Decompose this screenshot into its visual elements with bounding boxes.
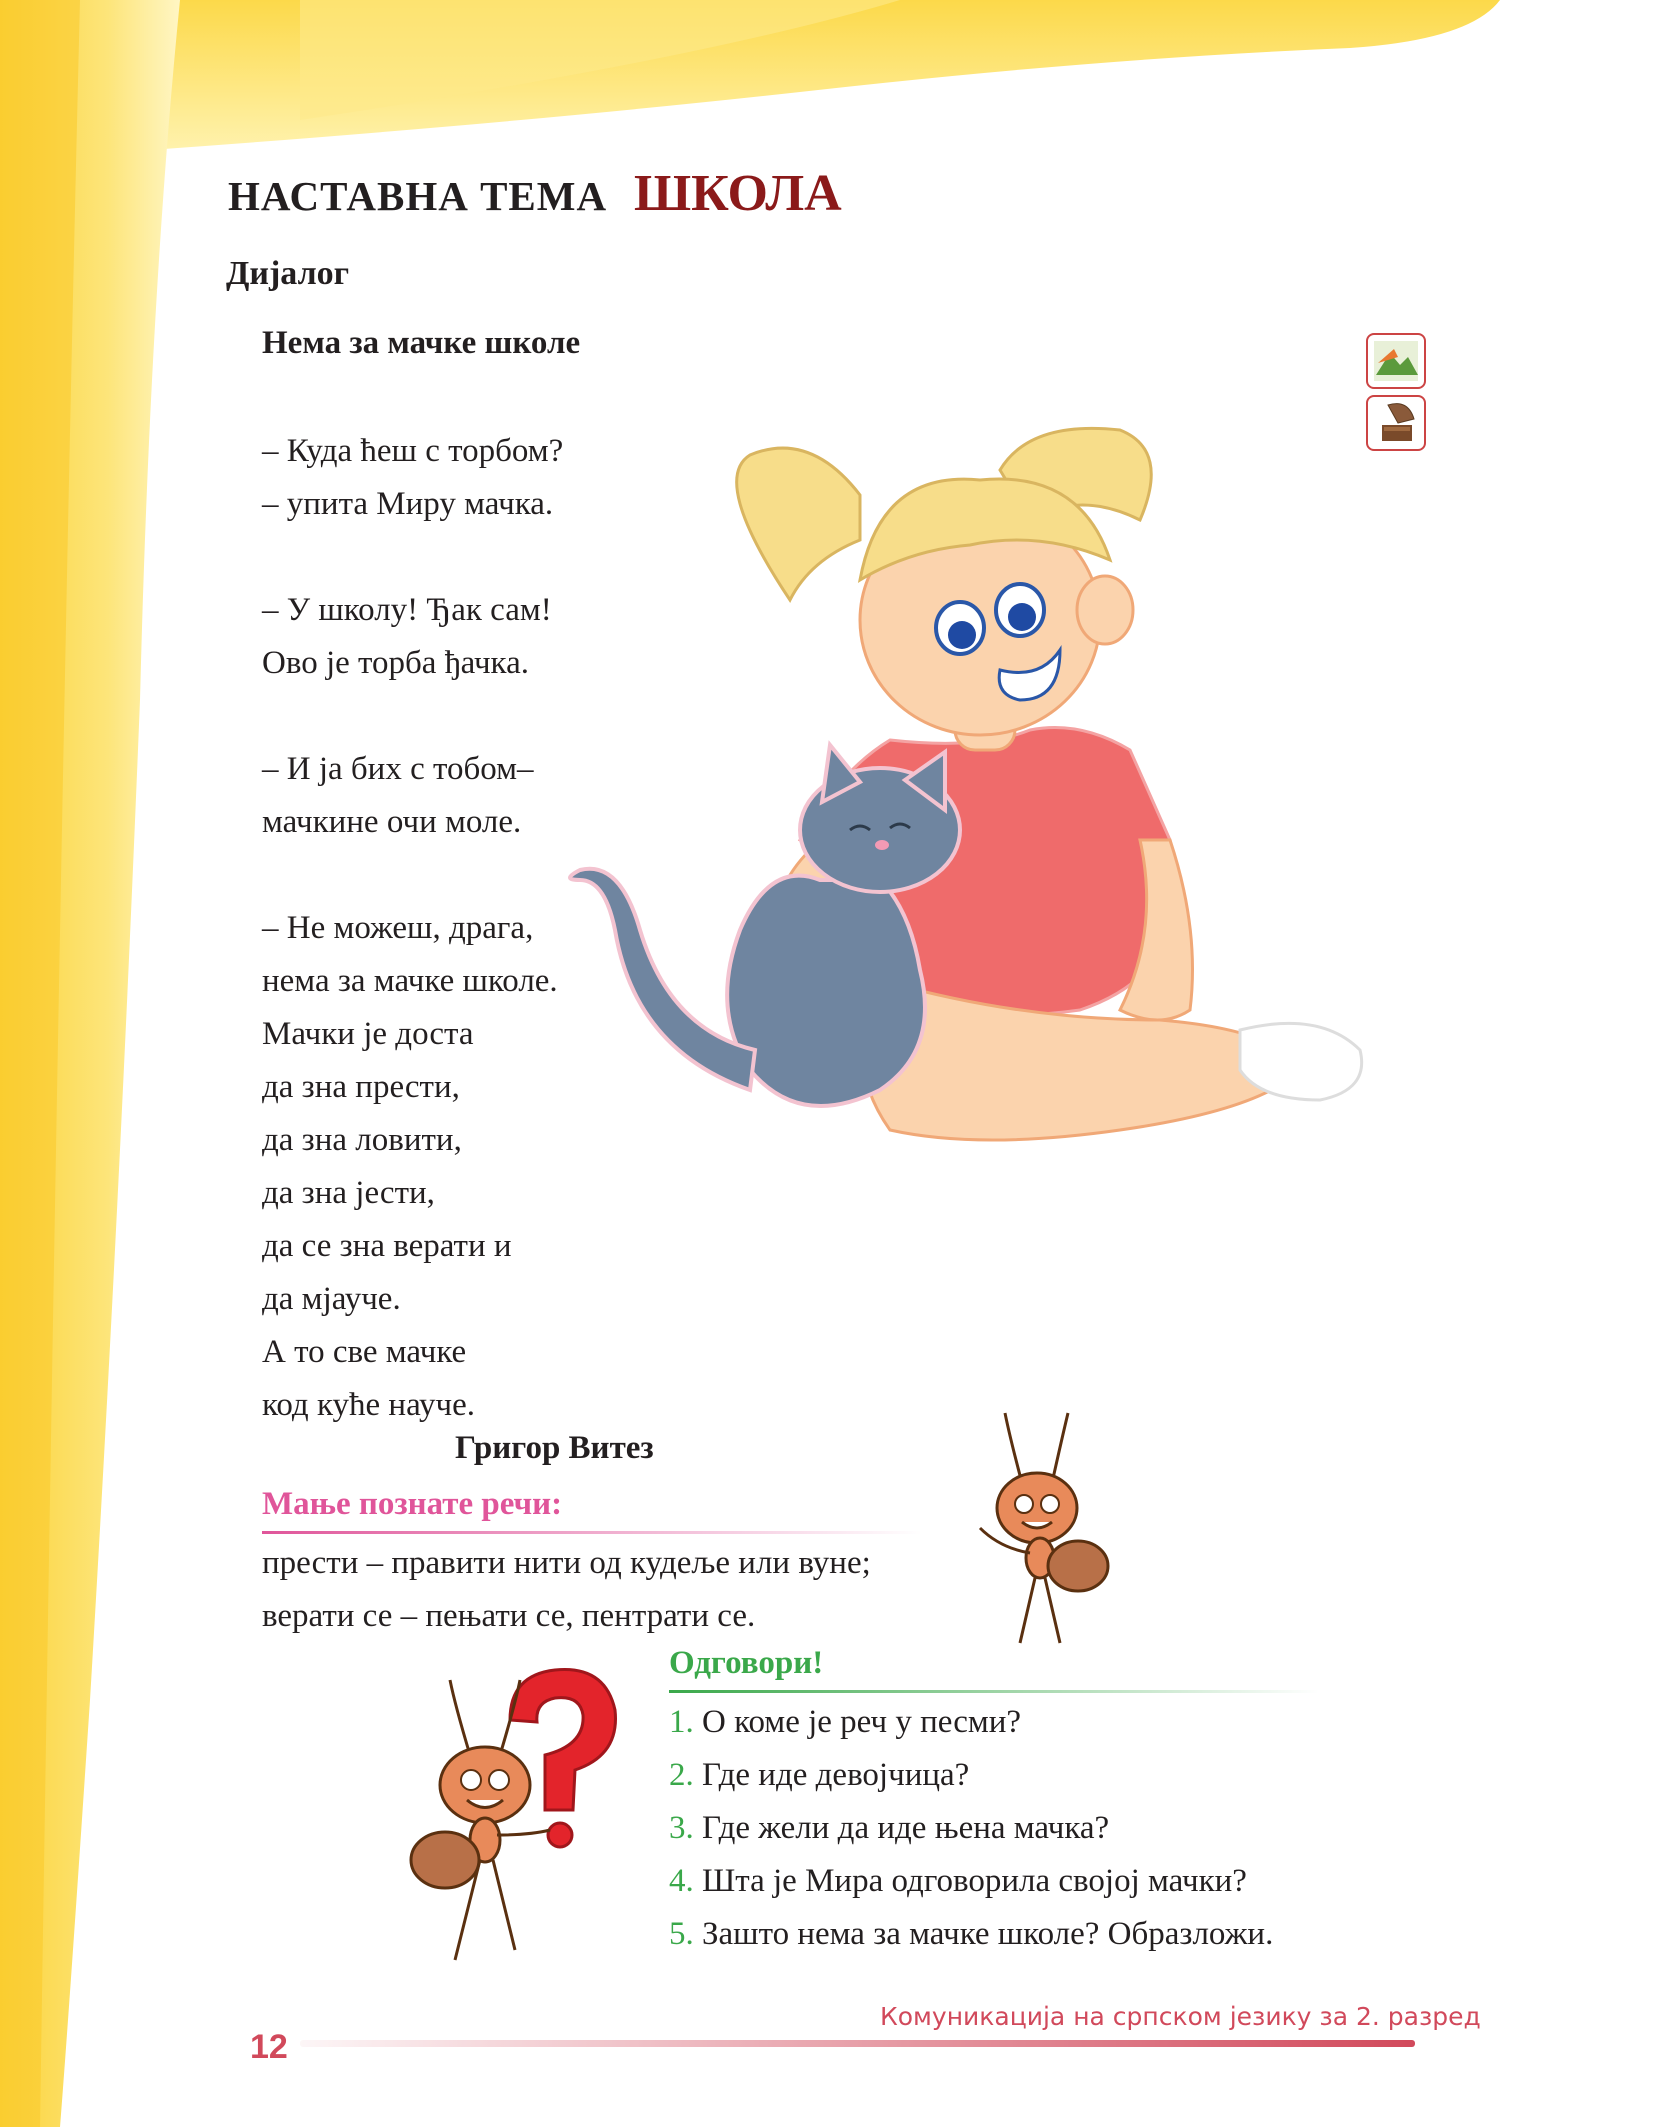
question-text: Где иде девојчица? [702, 1757, 970, 1793]
question-number: 1. [669, 1704, 694, 1740]
ant-waving-illustration [960, 1408, 1120, 1658]
question-item [669, 1855, 1273, 1908]
question-text: Шта је Мира одговорила својој мачки? [702, 1863, 1247, 1899]
poem-line: да зна прести, [262, 1069, 460, 1105]
question-item [669, 1802, 1273, 1855]
lesser-known-words-list [262, 1537, 871, 1643]
poem-author: Григор Витез [455, 1430, 654, 1466]
poem-line: – У школу! Ђак сам! [262, 592, 552, 628]
poem-title: Нема за мачке школе [262, 325, 581, 361]
question-item [669, 1696, 1273, 1749]
word-definition: прести – правити нити од кудеље или вуне; [262, 1545, 871, 1581]
question-item [669, 1908, 1273, 1961]
questions-list [669, 1696, 1273, 1961]
answer-underline [669, 1690, 1319, 1693]
book-title: Комуникација на српском језику за 2. разред [880, 2002, 1481, 2031]
picture-button[interactable] [1366, 333, 1426, 389]
answer-title: Одговори! [669, 1645, 824, 1681]
poem-line: код куће науче. [262, 1387, 476, 1423]
word-definition: верати се – пењати се, пентрати се. [262, 1598, 756, 1634]
footer-rule [300, 2040, 1415, 2047]
poem-line: – Не можеш, драга, [262, 910, 534, 946]
question-text: Зашто нема за мачке школе? Образложи. [702, 1916, 1274, 1952]
question-number: 5. [669, 1916, 694, 1952]
theme-label: НАСТАВНА ТЕМА [228, 173, 608, 219]
question-number: 2. [669, 1757, 694, 1793]
poem-line: – упита Миру мачка. [262, 486, 554, 522]
poem-line: да се зна верати и [262, 1228, 512, 1264]
question-text: О коме је реч у песми? [702, 1704, 1022, 1740]
poem-line: нема за мачке школе. [262, 963, 558, 999]
theme-name: ШКОЛА [634, 165, 842, 222]
poem-line: да зна јести, [262, 1175, 435, 1211]
question-item [669, 1749, 1273, 1802]
girl-with-cat-illustration [560, 410, 1390, 1180]
question-number: 4. [669, 1863, 694, 1899]
lesser-known-words-title: Мање познате речи: [262, 1486, 563, 1522]
poem-line: – И ја бих с тобом– [262, 751, 534, 787]
lesser-known-words-underline [262, 1531, 922, 1534]
poem-line: – Куда ћеш с торбом? [262, 433, 564, 469]
ant-question-illustration [405, 1660, 635, 1980]
poem-line: да зна ловити, [262, 1122, 462, 1158]
poem-body [262, 425, 563, 1432]
poem-line: Ово је торба ђачка. [262, 645, 529, 681]
poem-line: да мјауче. [262, 1281, 401, 1317]
question-text: Где жели да иде њена мачка? [702, 1810, 1110, 1846]
question-number: 3. [669, 1810, 694, 1846]
left-yellow-banner [0, 0, 220, 2127]
poem-line: А то све мачке [262, 1334, 467, 1370]
picture-icon [1368, 335, 1424, 387]
page-number: 12 [250, 2028, 288, 2066]
section-title: Дијалог [226, 255, 350, 292]
poem-line: мачкине очи моле. [262, 804, 522, 840]
poem-line: Мачки је доста [262, 1016, 474, 1052]
